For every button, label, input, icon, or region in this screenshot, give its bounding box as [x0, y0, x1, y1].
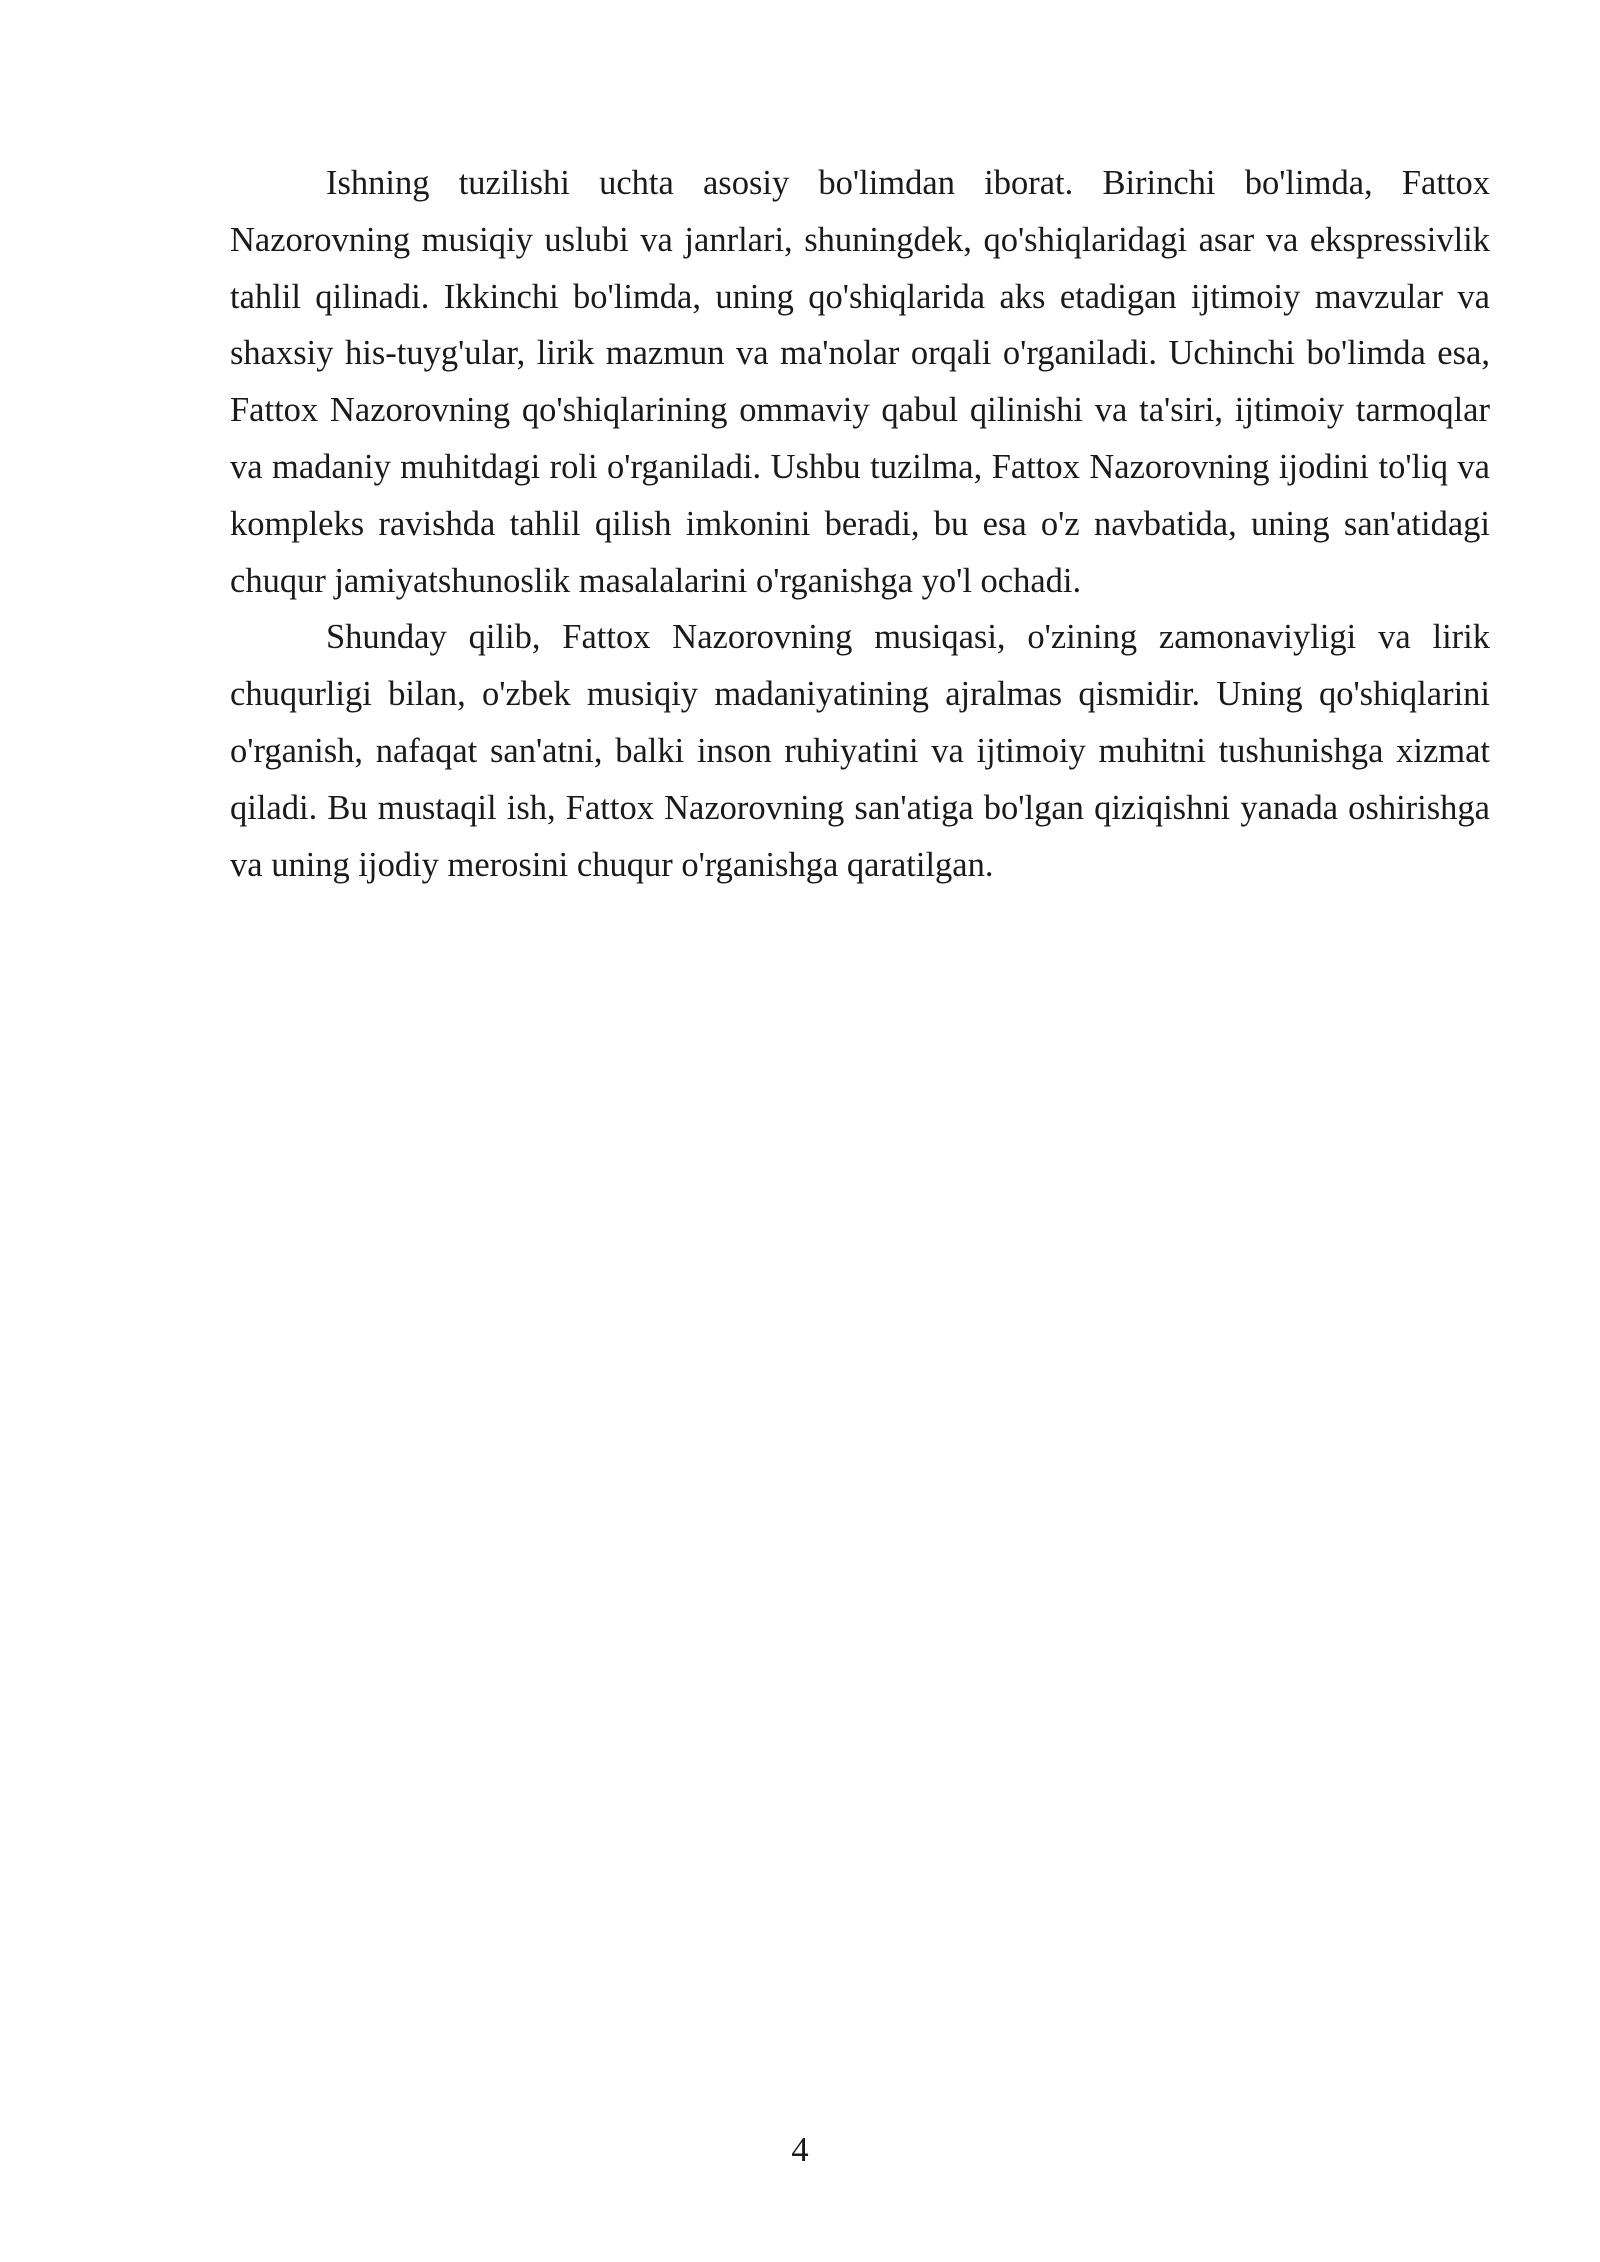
paragraph-conclusion: Shunday qilib, Fattox Nazorovning musiqasi, o'zining zamonaviyligi va lirik chuqurligi bilan, o'zbek musiqiy madaniyatining ajralmas qismidir. Uning qo'shiqlarini o'rganish, nafaqat san'atni, balki inson ruhiyatini va ijtimoiy muhitni tushunishga xizmat qiladi. Bu mustaqil ish, Fattox Nazorovning san'atiga bo'lgan qiziqishni yanada oshirishga va uning ijodiy merosini chuqur o'rganishga qaratilgan.	[230, 618, 1490, 884]
paragraph-structure: Ishning tuzilishi uchta asosiy bo'limdan iborat. Birinchi bo'limda, Fattox Nazorovning musiqiy uslubi va janrlari, shuningdek, qo'shiqlaridagi asar va ekspressivlik tahlil qilinadi. Ikkinchi bo'limda, uning qo'shiqlarida aks etadigan ijtimoiy mavzular va shaxsiy his-tuyg'ular, lirik mazmun va ma'nolar orqali o'rganiladi. Uchinchi bo'limda esa, Fattox Nazorovning qo'shiqlarining ommaviy qabul qilinishi va ta'siri, ijtimoiy tarmoqlar va madaniy muhitdagi roli o'rganiladi. Ushbu tuzilma, Fattox Nazorovning ijodini to'liq va kompleks ravishda tahlil qilish imkonini beradi, bu esa o'z navbatida, uning san'atidagi chuqur jamiyatshunoslik masalalarini o'rganishga yo'l ochadi.	[230, 164, 1490, 600]
page-number: 4	[791, 2131, 809, 2169]
body-text	[230, 155, 1490, 893]
